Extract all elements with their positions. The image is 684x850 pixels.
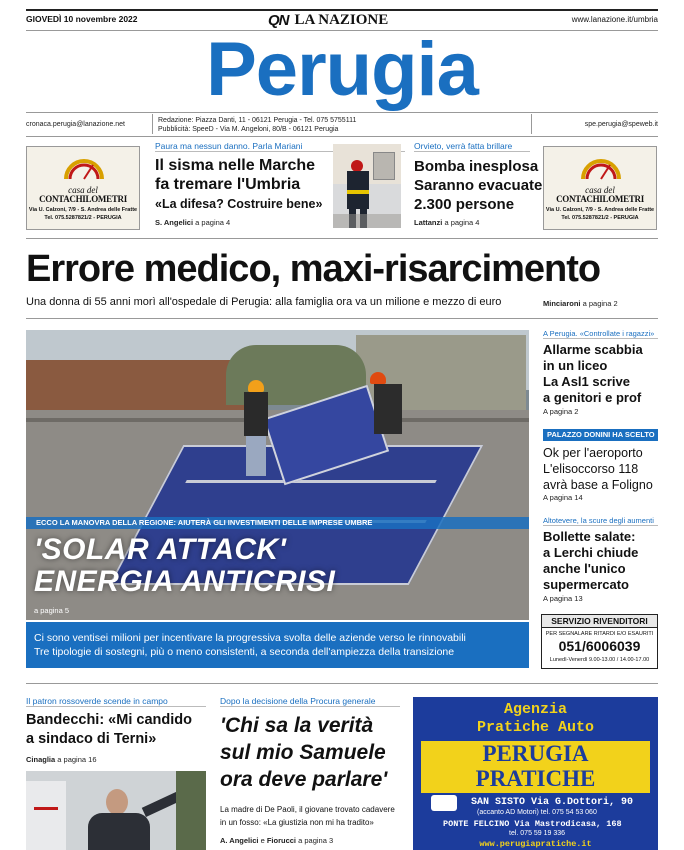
bandecchi-author: Cinaglia (26, 755, 56, 764)
photo-vehicle (26, 781, 66, 850)
ad-perugia-pratiche[interactable] (413, 697, 658, 850)
servizio-rivenditori-box[interactable] (541, 614, 658, 669)
photo-building (26, 360, 246, 415)
bandecchi-photo (26, 771, 206, 850)
scabbia-title-line: a genitori e prof (543, 390, 642, 405)
website-link[interactable]: www.lanazione.it/umbria (571, 15, 658, 24)
ad-line: Pratiche Auto (476, 719, 595, 736)
person-body (88, 813, 150, 850)
section-rule (26, 683, 658, 684)
ad-phone: Tel. 075.5287821/2 - PERUGIA (561, 215, 639, 221)
divider (26, 706, 206, 707)
sisma-kicker: Paura ma nessun danno. Parla Mariani (155, 141, 303, 151)
samuele-author2: Fiorucci (266, 836, 297, 845)
ad-sansisto-name: SAN SISTO (471, 797, 526, 808)
ad-agency-text (413, 701, 658, 737)
divider (531, 114, 532, 134)
donini-page: A pagina 14 (543, 493, 583, 502)
main-byline (543, 299, 618, 308)
samuele-headline[interactable] (220, 712, 387, 793)
servizio-phone[interactable]: 051/6006039 (558, 638, 641, 654)
scabbia-title-line: Allarme scabbia (543, 342, 643, 357)
contact-rule-top (26, 112, 658, 113)
scabbia-title-line: in un liceo (543, 358, 608, 373)
bollette-headline[interactable] (543, 529, 638, 593)
bollette-title-line: anche l'unico (543, 561, 626, 576)
ad-contachilometri-left[interactable] (26, 146, 140, 230)
solar-title-line: ENERGIA ANTICRISI (34, 565, 336, 598)
samuele-author: A. Angelici (220, 836, 259, 845)
sisma-author: S. Angelici (155, 218, 194, 227)
ad-sansisto-addr: Via G.Dottori, 90 (531, 797, 634, 808)
bandecchi-byline (26, 755, 96, 764)
bollette-page: A pagina 13 (543, 594, 583, 603)
ad-line: Agenzia (503, 701, 567, 718)
ad-ponte-name: PONTE FELCINO (443, 819, 510, 829)
sisma-title-line: Il sisma nelle Marche (155, 157, 316, 174)
panel-grid (185, 480, 437, 483)
servizio-title: SERVIZIO RIVENDITORI (542, 615, 657, 628)
sisma-headline[interactable] (155, 156, 315, 194)
donini-label: PALAZZO DONINI HA SCELTO (547, 430, 655, 439)
section-rule (26, 318, 658, 319)
bomba-page: a pagina 4 (444, 218, 480, 227)
bomba-author: Lattanzi (414, 218, 443, 227)
bollette-title-line: Bollette salate: (543, 529, 636, 544)
samuele-summary-line: La madre di De Paoli, il giovane trovato cadavere (220, 805, 395, 814)
samuele-title-line: ora deve parlare' (220, 768, 388, 791)
sisma-page: a pagina 4 (195, 218, 231, 227)
ad-website[interactable]: www.perugiapratiche.it (479, 839, 592, 849)
samuele-byline: A. Angelici e Fiorucci a pagina 3 (220, 836, 334, 845)
ad-ponte-addr: Via Mastrodicasa, 168 (514, 819, 622, 829)
gauge-icon (578, 151, 624, 183)
ad-brand-line: PRATICHE (475, 766, 596, 791)
redazione-info (158, 116, 356, 134)
scabbia-headline[interactable] (543, 342, 643, 406)
bollette-kicker: Altotevere, la scure degli aumenti (543, 516, 654, 525)
donini-title-line: L'elisoccorso 118 (543, 462, 639, 476)
edition-title: Perugia (206, 27, 478, 112)
photo-window (373, 152, 395, 180)
vehicle-stripe (34, 807, 58, 810)
section-rule (26, 238, 658, 239)
donini-title-line: Ok per l'aeroporto (543, 446, 643, 460)
divider (220, 706, 400, 707)
worker-shape (244, 392, 268, 436)
ad-address: Via U. Calzoni, 7/9 - S. Andrea delle Fratte (545, 207, 655, 213)
samuele-summary (220, 803, 395, 829)
ad-brand-text (421, 741, 650, 791)
bandecchi-title-line: Bandecchi: «Mi candido (26, 712, 192, 728)
bandecchi-page: a pagina 16 (57, 755, 97, 764)
solar-caption-line: Tre tipologie di sostegni, più o meno consistenti, a seconda dell'ampiezza della transizione (34, 646, 455, 658)
person-head (106, 789, 128, 815)
servizio-hours: Lunedì-Venerdì 9.00-13.00 / 14.00-17.00 (549, 657, 650, 663)
pubblicita-line: Pubblicità: SpeeD - Via M. Angeloni, 80/B - 06121 Perugia (158, 126, 339, 133)
main-summary: Una donna di 55 anni morì all'ospedale di Perugia: alla famiglia ora va un milione e mezzo di euro (26, 296, 502, 308)
worker-legs (246, 436, 266, 476)
main-author: Minciaroni (543, 299, 581, 308)
servizio-subtitle: PER SEGNALARE RITARDI E/O ESAURITI (545, 631, 654, 637)
sisma-photo (333, 144, 401, 228)
bomba-kicker: Orvieto, verrà fatta brillare (414, 141, 513, 151)
qn-logo: QN (268, 11, 289, 29)
gauge-icon (61, 151, 107, 183)
divider (543, 338, 658, 339)
bomba-headline[interactable] (414, 157, 542, 214)
divider (414, 151, 530, 152)
bomba-title-line: Saranno evacuate (414, 177, 543, 194)
bollette-title-line: supermercato (543, 577, 629, 592)
solar-headline[interactable] (34, 534, 335, 598)
samuele-title-line: 'Chi sa la verità (220, 714, 374, 737)
solar-caption (34, 631, 466, 659)
issue-date: GIOVEDÌ 10 novembre 2022 (26, 14, 138, 24)
donini-title-line: avrà base a Foligno (543, 478, 653, 492)
paper-name: LA NAZIONE (294, 11, 389, 28)
worker-shape (374, 384, 402, 434)
samuele-page: a pagina 3 (298, 836, 334, 845)
contact-rule-bottom (26, 136, 658, 137)
samuele-kicker: Dopo la decisione della Procura generale (220, 696, 376, 706)
scabbia-kicker: A Perugia. «Controllate i ragazzi» (543, 329, 655, 338)
solar-title-line: 'SOLAR ATTACK' (34, 533, 287, 566)
ad-brand-main: CONTACHILOMETRI (556, 194, 644, 204)
ad-brand-top: casa del (585, 185, 615, 195)
ad-badge-icon (431, 795, 457, 811)
redazione-line: Redazione: Piazza Danti, 11 - 06121 Perugia - Tel. 075 5755111 (158, 117, 357, 124)
photo-trees (176, 771, 206, 850)
email-left[interactable]: cronaca.perugia@lanazione.net (26, 121, 125, 128)
scabbia-page: A pagina 2 (543, 407, 579, 416)
stripe-shape (347, 190, 369, 194)
ad-brand-top: casa del (68, 185, 98, 195)
ad-brand-line: PERUGIA (482, 741, 589, 766)
bomba-title-line: Bomba inesplosa (414, 158, 539, 175)
samuele-title-line: sul mio Samuele (220, 741, 386, 764)
main-headline[interactable]: Errore medico, maxi-risarcimento (26, 248, 601, 290)
worker-helmet (370, 372, 386, 384)
solar-page: a pagina 5 (34, 606, 70, 615)
sisma-title-line: fa tremare l'Umbria (155, 176, 301, 193)
bandecchi-title-line: a sindaco di Terni» (26, 731, 157, 747)
ad-sansisto (471, 797, 633, 808)
bomba-byline (414, 218, 479, 227)
main-page: a pagina 2 (582, 299, 618, 308)
solar-caption-line: Ci sono ventisei milioni per incentivare la progressiva svolta delle aziende verso le rinnovabili (34, 632, 466, 644)
divider (152, 114, 153, 134)
donini-headline[interactable] (543, 445, 653, 493)
samuele-summary-line: in un fosso: «La giustizia non mi ha tradito» (220, 818, 374, 827)
ad-phone: Tel. 075.5287821/2 - PERUGIA (44, 215, 122, 221)
ad-ponte-tel: tel. 075 59 19 336 (509, 830, 566, 837)
ad-address: Via U. Calzoni, 7/9 - S. Andrea delle Fratte (28, 207, 138, 213)
worker-helmet (248, 380, 264, 392)
ad-sansisto-note: (accanto AD Motori) tel. 075 54 53 060 (477, 809, 597, 816)
sisma-byline (155, 218, 230, 227)
ad-ponte (443, 819, 622, 829)
divider (543, 525, 658, 526)
bollette-title-line: a Lerchi chiude (543, 545, 639, 560)
photo-floor (333, 214, 401, 228)
solar-label: ECCO LA MANOVRA DELLA REGIONE: AIUTERÀ GLI INVESTIMENTI DELLE IMPRESE UMBRE (36, 518, 373, 527)
email-right[interactable]: spe.perugia@speweb.it (584, 121, 658, 128)
bandecchi-headline[interactable] (26, 711, 192, 749)
scabbia-title-line: La Asl1 scrive (543, 374, 630, 389)
bomba-title-line: 2.300 persone (414, 196, 515, 213)
bandecchi-kicker: Il patron rossoverde scende in campo (26, 696, 168, 706)
ad-contachilometri-right[interactable] (543, 146, 657, 230)
ad-brand-main: CONTACHILOMETRI (39, 194, 127, 204)
sisma-subtitle: «La difesa? Costruire bene» (155, 197, 323, 211)
